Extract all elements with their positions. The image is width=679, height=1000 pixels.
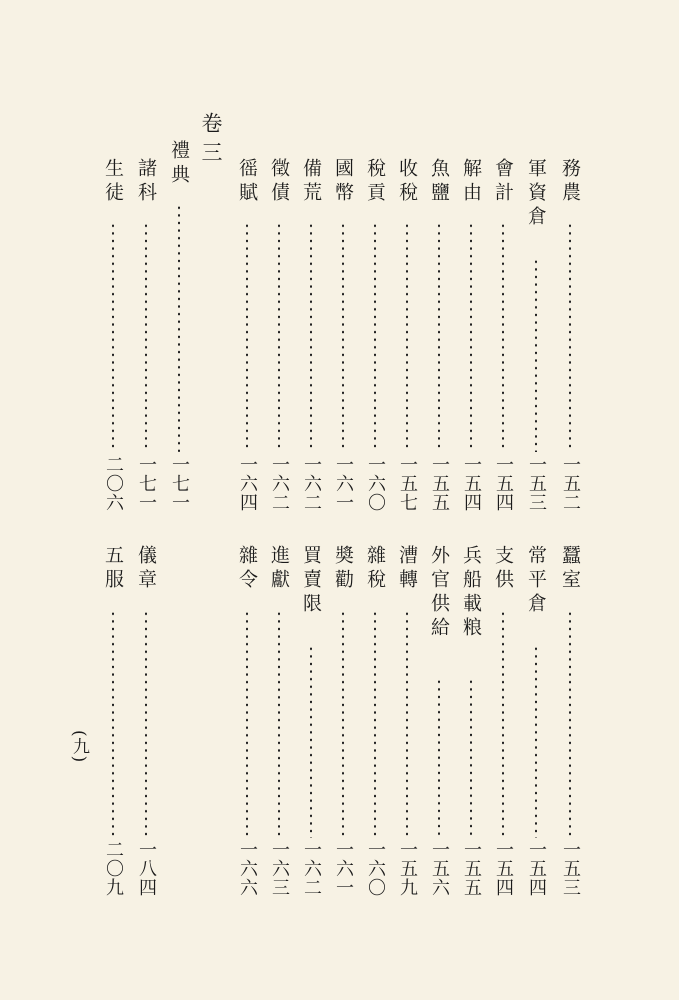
entry-page: 二〇六: [103, 455, 124, 512]
entry-title: 會計: [492, 158, 514, 206]
leader-dots: [112, 610, 114, 838]
volume-title: 卷三: [199, 112, 223, 170]
entry-page: 一六一: [333, 840, 354, 897]
entry-page: 二〇九: [103, 840, 124, 897]
entry-title: 諸科: [135, 158, 157, 206]
entry-page: 一五四: [493, 455, 514, 512]
entry-title: 兵船載粮: [460, 545, 482, 641]
entry-page: 一五七: [397, 455, 418, 512]
entry-title: 禮典: [168, 140, 190, 188]
leader-dots: [502, 610, 504, 838]
entry-page: 一六六: [237, 840, 258, 897]
toc-entry: [328, 0, 358, 1000]
entry-page: 一六三: [269, 840, 290, 897]
entry-page: 一六二: [269, 455, 290, 512]
entry-title: 備荒: [300, 158, 322, 206]
toc-entry: [164, 0, 194, 1000]
toc-entry: [232, 0, 262, 1000]
toc-entry: [98, 0, 128, 1000]
entry-title: 常平倉: [525, 545, 547, 617]
entry-page: 一五四: [526, 840, 547, 897]
leader-dots: [310, 645, 312, 838]
entry-page: 一七一: [136, 455, 157, 512]
entry-page: 一五六: [429, 840, 450, 897]
entry-title: 徵債: [268, 158, 290, 206]
leader-dots: [470, 678, 472, 838]
entry-title: 務農: [559, 158, 581, 206]
leader-dots: [145, 610, 147, 838]
leader-dots: [278, 610, 280, 838]
entry-title: 買賣限: [300, 545, 322, 617]
leader-dots: [406, 610, 408, 838]
toc-entry: [555, 0, 585, 1000]
entry-page: 一六二: [301, 840, 322, 897]
entry-title: 魚鹽: [428, 158, 450, 206]
toc-entry: [296, 0, 326, 1000]
leader-dots: [342, 610, 344, 838]
leader-dots: [178, 204, 180, 452]
entry-title: 進獻: [268, 545, 290, 593]
entry-page: 一七一: [169, 455, 190, 512]
entry-page: 一五三: [526, 455, 547, 512]
entry-title: 解由: [460, 158, 482, 206]
entry-page: 一五四: [461, 455, 482, 512]
entry-page: 一五九: [397, 840, 418, 897]
entry-title: 五服: [102, 545, 124, 593]
entry-title: 奬勸: [332, 545, 354, 593]
entry-title: 外官供給: [428, 545, 450, 641]
entry-title: 收稅: [396, 158, 418, 206]
entry-page: 一六〇: [365, 840, 386, 897]
entry-page: 一五三: [560, 840, 581, 897]
entry-title: 漕轉: [396, 545, 418, 593]
entry-page: 一五五: [461, 840, 482, 897]
entry-title: 雜稅: [364, 545, 386, 593]
toc-entry: [264, 0, 294, 1000]
leader-dots: [569, 610, 571, 838]
toc-entry: [131, 0, 161, 1000]
entry-title: 蠶室: [559, 545, 581, 593]
volume-heading: [196, 0, 226, 1000]
entry-title: 雜令: [236, 545, 258, 593]
toc-entry: [424, 0, 454, 1000]
toc-entry: [521, 0, 551, 1000]
entry-page: 一六一: [333, 455, 354, 512]
page-number: (九): [69, 730, 89, 764]
leader-dots: [535, 645, 537, 838]
entry-page: 一六四: [237, 455, 258, 512]
entry-title: 生徒: [102, 158, 124, 206]
entry-title: 稅貢: [364, 158, 386, 206]
toc-entry: [392, 0, 422, 1000]
toc-entry: [456, 0, 486, 1000]
entry-page: 一六二: [301, 455, 322, 512]
entry-page: 一八四: [136, 840, 157, 897]
leader-dots: [246, 610, 248, 838]
leader-dots: [438, 678, 440, 838]
entry-page: 一六〇: [365, 455, 386, 512]
entry-title: 軍資倉: [525, 158, 547, 230]
leader-dots: [374, 610, 376, 838]
entry-title: 徭賦: [236, 158, 258, 206]
entry-title: 儀章: [135, 545, 157, 593]
toc-entry: [360, 0, 390, 1000]
entry-title: 支供: [492, 545, 514, 593]
entry-page: 一五四: [493, 840, 514, 897]
entry-title: 國幣: [332, 158, 354, 206]
entry-page: 一五五: [429, 455, 450, 512]
toc-entry: [488, 0, 518, 1000]
entry-page: 一五二: [560, 455, 581, 512]
